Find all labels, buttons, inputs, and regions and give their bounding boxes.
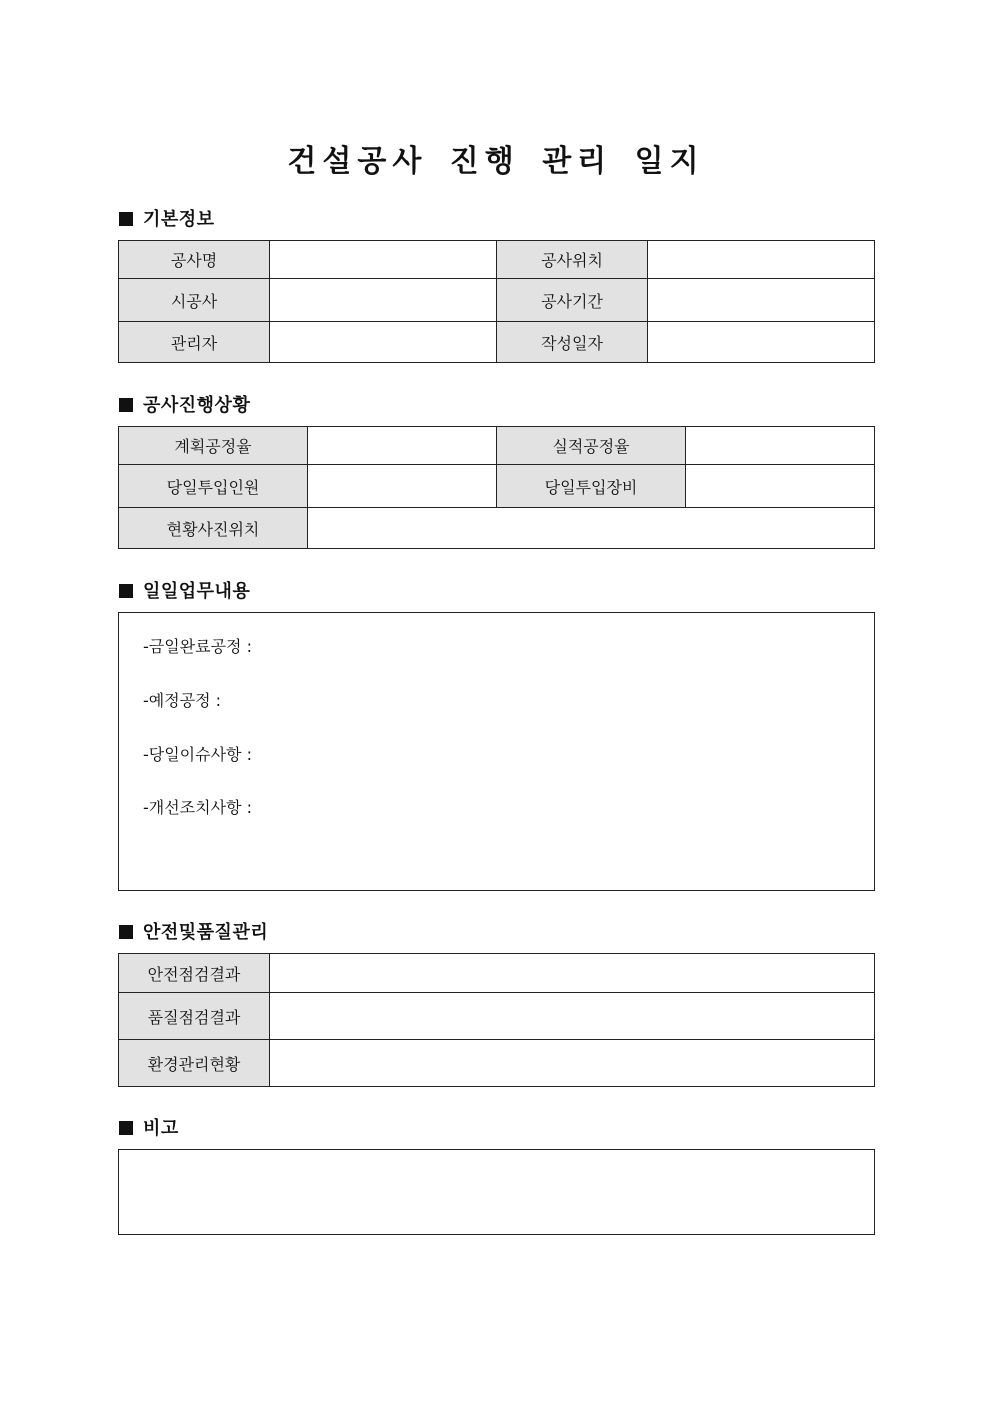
- field-photo-location[interactable]: [307, 508, 874, 548]
- section-heading-basic: [119, 208, 215, 232]
- square-bullet-icon: [119, 925, 133, 939]
- section-heading-label: 비고: [143, 1118, 179, 1139]
- field-daily-equipment[interactable]: [685, 465, 874, 507]
- label-project-location: 공사위치: [496, 241, 647, 278]
- table-row: [119, 278, 874, 321]
- field-project-location[interactable]: [647, 241, 874, 278]
- label-written-date: 작성일자: [496, 322, 647, 362]
- work-line-improvements: -개선조치사항 :: [143, 798, 252, 817]
- label-project-name: 공사명: [119, 241, 269, 278]
- table-row: [119, 321, 874, 362]
- label-project-period: 공사기간: [496, 279, 647, 321]
- table-row: [119, 464, 874, 507]
- table-row: [119, 1039, 874, 1086]
- field-contractor[interactable]: [269, 279, 496, 321]
- square-bullet-icon: [119, 398, 133, 412]
- square-bullet-icon: [119, 212, 133, 226]
- progress-table: [118, 426, 875, 549]
- section-heading-remarks: [119, 1117, 179, 1141]
- remarks-box[interactable]: [118, 1149, 875, 1235]
- page-title: 건설공사 진행 관리 일지: [287, 144, 705, 179]
- work-line-planned: -예정공정 :: [143, 691, 222, 710]
- basic-info-table: [118, 240, 875, 363]
- label-manager: 관리자: [119, 322, 269, 362]
- field-daily-workers[interactable]: [307, 465, 496, 507]
- field-quality-inspection[interactable]: [269, 993, 874, 1039]
- section-heading-label: 공사진행상황: [143, 395, 251, 416]
- label-contractor: 시공사: [119, 279, 269, 321]
- work-line-completed: -금일완료공정 :: [143, 637, 252, 656]
- section-heading-daily-work: [119, 580, 250, 604]
- section-heading-progress: [119, 394, 250, 418]
- work-line-issues: -당일이슈사항 :: [143, 745, 252, 764]
- field-project-name[interactable]: [269, 241, 496, 278]
- table-row: [119, 241, 874, 278]
- square-bullet-icon: [119, 1121, 133, 1135]
- field-planned-rate[interactable]: [307, 427, 496, 464]
- label-quality-inspection: 품질점검결과: [119, 993, 269, 1039]
- table-row: [119, 427, 874, 464]
- label-actual-rate: 실적공정율: [496, 427, 685, 464]
- section-heading-label: 안전및품질관리: [143, 922, 269, 943]
- section-heading-label: 일일업무내용: [143, 581, 251, 602]
- label-safety-inspection: 안전점검결과: [119, 954, 269, 992]
- table-row: [119, 992, 874, 1039]
- label-daily-workers: 당일투입인원: [119, 465, 307, 507]
- field-manager[interactable]: [269, 322, 496, 362]
- label-daily-equipment: 당일투입장비: [496, 465, 685, 507]
- label-planned-rate: 계획공정율: [119, 427, 307, 464]
- label-photo-location: 현황사진위치: [119, 508, 307, 548]
- safety-quality-table: [118, 953, 875, 1087]
- label-environment-status: 환경관리현황: [119, 1040, 269, 1086]
- field-written-date[interactable]: [647, 322, 874, 362]
- table-row: [119, 954, 874, 992]
- field-safety-inspection[interactable]: [269, 954, 874, 992]
- section-heading-safety-quality: [119, 921, 268, 945]
- table-row: [119, 507, 874, 548]
- square-bullet-icon: [119, 584, 133, 598]
- daily-work-box[interactable]: [118, 612, 875, 891]
- field-actual-rate[interactable]: [685, 427, 874, 464]
- section-heading-label: 기본정보: [143, 209, 215, 230]
- field-environment-status[interactable]: [269, 1040, 874, 1086]
- field-project-period[interactable]: [647, 279, 874, 321]
